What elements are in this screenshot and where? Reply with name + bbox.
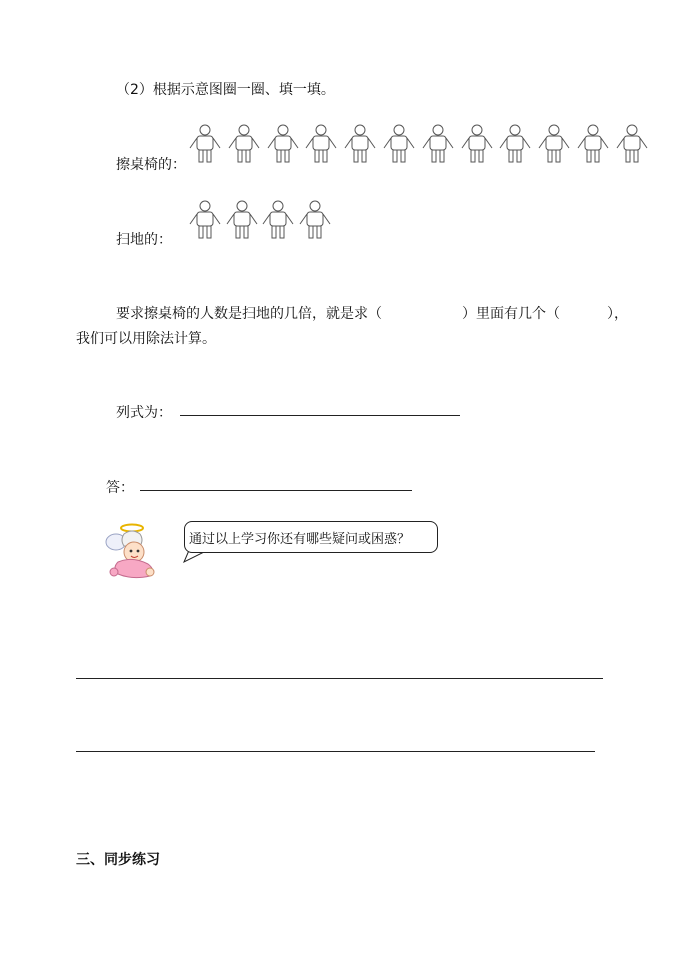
answer-label: 答：: [106, 480, 134, 496]
reflection-line-1[interactable]: [76, 678, 603, 679]
formula-label: 列式为：: [116, 405, 172, 421]
formula-answer-line[interactable]: [180, 415, 460, 416]
person-figure-icon: [188, 200, 222, 240]
person-figure-icon: [576, 124, 610, 164]
speech-bubble: [184, 521, 438, 553]
person-figure-icon: [343, 124, 377, 164]
question-part2: ）里面有几个（: [462, 306, 560, 322]
angel-illustration: [104, 522, 166, 580]
question-part1: 要求擦桌椅的人数是扫地的几倍，就是求（: [116, 306, 382, 322]
section-title: 三、同步练习: [76, 852, 160, 868]
question-part3: ），: [607, 306, 628, 322]
answer-line[interactable]: [140, 490, 412, 491]
speech-bubble-text: 通过以上学习你还有哪些疑问或困惑？: [189, 532, 411, 547]
person-figure-icon: [615, 124, 649, 164]
person-figure-icon: [498, 124, 532, 164]
reflection-line-2[interactable]: [76, 751, 595, 752]
person-figure-icon: [460, 124, 494, 164]
person-figure-icon: [304, 124, 338, 164]
wiping-label: 擦桌椅的：: [116, 157, 186, 173]
person-figure-icon: [537, 124, 571, 164]
person-figure-icon: [382, 124, 416, 164]
sweeping-label: 扫地的：: [116, 232, 172, 248]
person-figure-icon: [261, 200, 295, 240]
person-figure-icon: [298, 200, 332, 240]
person-figure-icon: [421, 124, 455, 164]
person-figure-icon: [188, 124, 222, 164]
person-figure-icon: [225, 200, 259, 240]
task-heading: （2）根据示意图圈一圈、填一填。: [116, 82, 335, 98]
person-figure-icon: [266, 124, 300, 164]
question-line2: 我们可以用除法计算。: [76, 331, 216, 347]
person-figure-icon: [227, 124, 261, 164]
